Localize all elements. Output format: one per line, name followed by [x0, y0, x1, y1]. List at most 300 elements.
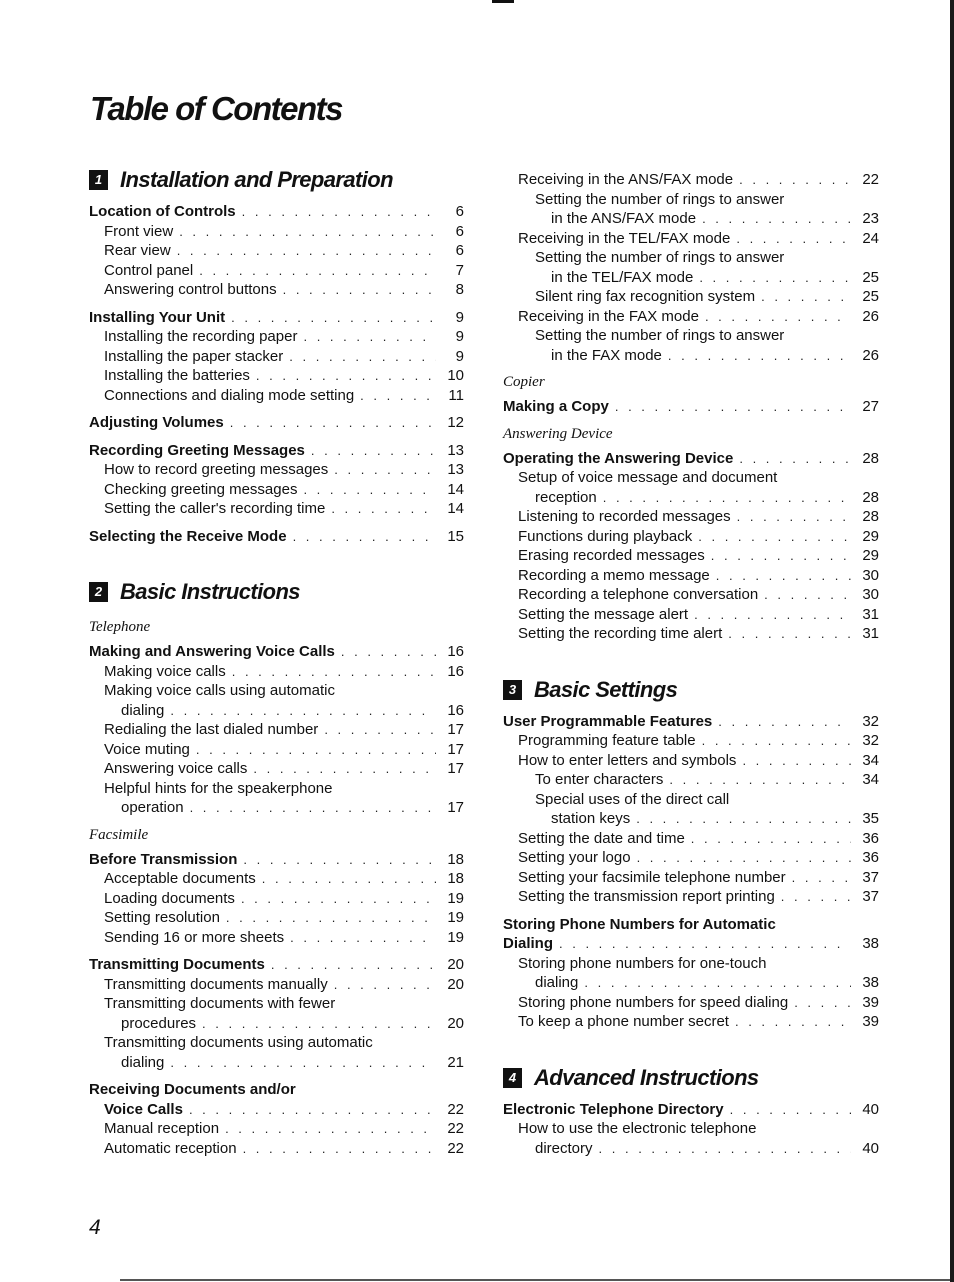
toc-entry[interactable] — [89, 1119, 464, 1139]
dot-leader — [199, 261, 436, 281]
toc-group — [89, 308, 464, 406]
toc-entry[interactable] — [89, 386, 464, 406]
toc-page-number: 26 — [862, 307, 879, 325]
dot-leader — [179, 222, 436, 242]
toc-entry[interactable] — [89, 280, 464, 300]
toc-entry[interactable] — [89, 869, 464, 889]
toc-page-number: 18 — [447, 850, 464, 868]
toc-page-number: 29 — [862, 547, 879, 564]
toc-page-number: 6 — [455, 242, 464, 259]
toc-entry-title: Making voice calls — [104, 662, 226, 680]
toc-group — [89, 850, 464, 948]
toc-entry-title: Manual reception — [104, 1120, 220, 1137]
toc-page-number: 38 — [862, 974, 879, 991]
dot-leader — [289, 347, 436, 367]
toc-entry-title: Transmitting documents manually — [104, 975, 328, 993]
dot-leader — [271, 955, 436, 975]
dot-leader — [243, 850, 436, 870]
toc-group — [89, 202, 464, 300]
toc-entry[interactable] — [89, 413, 464, 433]
toc-entry-title: directory — [535, 1139, 593, 1157]
toc-entry[interactable] — [503, 712, 879, 732]
dot-leader — [196, 740, 436, 760]
toc-entry-title: Receiving Documents and/or — [89, 1081, 296, 1098]
toc-page-number: 24 — [862, 229, 879, 247]
section-title: Installation and Preparation — [120, 167, 393, 192]
dot-leader — [256, 366, 436, 386]
section-number-badge: 3 — [503, 680, 522, 700]
toc-entry[interactable] — [503, 468, 879, 488]
toc-page-number: 20 — [447, 956, 464, 973]
toc-entry[interactable] — [89, 499, 464, 519]
toc-entry[interactable] — [89, 527, 464, 547]
dot-leader — [190, 798, 436, 818]
toc-entry[interactable] — [503, 848, 879, 868]
toc-entry[interactable] — [503, 397, 879, 417]
toc-entry[interactable] — [503, 307, 879, 327]
toc-entry[interactable] — [89, 701, 464, 721]
toc-entry[interactable] — [503, 1012, 879, 1032]
toc-entry[interactable] — [503, 868, 879, 888]
toc-entry-title: Voice Calls — [104, 1100, 183, 1118]
dot-leader — [615, 397, 851, 417]
dot-leader — [170, 701, 436, 721]
toc-entry[interactable] — [89, 261, 464, 281]
toc-page-number: 23 — [862, 210, 879, 227]
toc-entry[interactable] — [503, 248, 879, 268]
toc-entry-title: procedures — [121, 1014, 197, 1032]
toc-entry-title: Answering control buttons — [104, 281, 277, 298]
dot-leader — [794, 993, 851, 1013]
toc-entry[interactable] — [503, 993, 879, 1013]
dot-leader — [691, 829, 851, 849]
toc-entry-title: Answering voice calls — [104, 760, 248, 777]
toc-entry-title: dialing — [535, 974, 579, 991]
toc-page-number: 14 — [447, 480, 464, 498]
toc-entry[interactable] — [503, 1100, 879, 1120]
toc-entry[interactable] — [89, 928, 464, 948]
toc-entry[interactable] — [503, 287, 879, 307]
toc-entry[interactable] — [89, 850, 464, 870]
toc-page-number: 40 — [862, 1139, 879, 1157]
toc-entry-title: Recording a memo message — [518, 566, 710, 584]
toc-entry[interactable] — [503, 449, 879, 469]
toc-entry-title: Rear view — [104, 242, 171, 259]
dot-leader — [742, 751, 851, 771]
toc-page-number: 10 — [447, 367, 464, 384]
dot-leader — [170, 1053, 436, 1073]
toc-group — [503, 449, 879, 644]
toc-entry[interactable] — [89, 994, 464, 1014]
category-label: Telephone — [89, 619, 151, 635]
toc-page-number: 25 — [862, 288, 879, 305]
toc-entry[interactable] — [503, 934, 879, 954]
dot-leader — [702, 209, 851, 229]
toc-entry-title: Setting the caller's recording time — [104, 500, 326, 517]
dot-leader — [331, 499, 436, 519]
toc-entry-title: Setting your facsimile telephone number — [518, 868, 786, 886]
dot-leader — [253, 759, 436, 779]
toc-entry-title: User Programmable Features — [503, 712, 713, 730]
toc-group — [503, 1100, 879, 1159]
toc-entry[interactable] — [89, 1033, 464, 1053]
toc-entry[interactable] — [503, 488, 879, 508]
toc-page-number: 27 — [862, 398, 879, 415]
toc-entry-title: Special uses of the direct call — [535, 790, 730, 808]
toc-entry-title: in the ANS/FAX mode — [551, 210, 697, 227]
toc-entry[interactable] — [503, 790, 879, 810]
toc-entry-title: Installing the recording paper — [104, 328, 298, 345]
toc-entry[interactable] — [503, 209, 879, 229]
section-title: Basic Settings — [534, 676, 678, 702]
toc-page-number: 6 — [455, 203, 464, 220]
toc-entry-title: How to use the electronic telephone — [518, 1120, 757, 1137]
toc-entry-title: Electronic Telephone Directory — [503, 1100, 724, 1118]
toc-group — [89, 1080, 464, 1158]
toc-page-number: 9 — [455, 308, 464, 326]
toc-page-number: 16 — [447, 701, 464, 719]
toc-entry[interactable] — [89, 202, 464, 222]
toc-entry[interactable] — [503, 954, 879, 974]
toc-entry-title: Setting the date and time — [518, 829, 685, 847]
toc-entry-title: Setting resolution — [104, 909, 220, 926]
toc-page-number: 28 — [862, 449, 879, 467]
toc-entry-title: How to enter letters and symbols — [518, 751, 737, 769]
toc-entry[interactable] — [89, 662, 464, 682]
toc-entry[interactable] — [503, 605, 879, 625]
toc-entry[interactable] — [89, 460, 464, 480]
dot-leader — [559, 934, 851, 954]
dot-leader — [177, 241, 436, 261]
category-label: Facsimile — [89, 826, 149, 843]
toc-entry[interactable] — [503, 507, 879, 527]
toc-page-number: 22 — [447, 1120, 464, 1137]
toc-entry-title: Transmitting Documents — [89, 956, 265, 973]
bottom-rule — [120, 1279, 950, 1281]
toc-entry-title: Recording Greeting Messages — [89, 441, 305, 459]
toc-entry[interactable] — [503, 887, 879, 907]
toc-entry[interactable] — [503, 915, 879, 935]
toc-page-number: 35 — [862, 810, 879, 827]
dot-leader — [230, 413, 436, 433]
section-number-badge: 4 — [503, 1068, 522, 1088]
dot-leader — [716, 566, 851, 586]
toc-page-number: 19 — [447, 909, 464, 926]
toc-page-number: 8 — [455, 281, 464, 298]
dot-leader — [584, 973, 851, 993]
section-heading — [89, 162, 464, 198]
toc-entry[interactable] — [89, 681, 464, 701]
toc-entry[interactable] — [89, 740, 464, 760]
toc-entry-title: Setting the number of rings to answer — [535, 249, 785, 266]
dot-leader — [202, 1014, 436, 1034]
dot-leader — [599, 1139, 851, 1159]
toc-entry[interactable] — [503, 268, 879, 288]
toc-page-number: 28 — [862, 488, 879, 506]
toc-entry[interactable] — [503, 1139, 879, 1159]
toc-entry-title: Setting the recording time alert — [518, 625, 723, 642]
toc-page-number: 38 — [862, 935, 879, 952]
toc-page-number: 34 — [862, 771, 879, 788]
toc-entry-title: Making and Answering Voice Calls — [89, 643, 335, 660]
toc-entry[interactable] — [503, 585, 879, 605]
toc-entry[interactable] — [503, 770, 879, 790]
toc-entry[interactable] — [89, 1100, 464, 1120]
toc-page-number: 37 — [862, 868, 879, 886]
toc-entry-title: dialing — [121, 701, 165, 719]
toc-entry-title: Receiving in the ANS/FAX mode — [518, 171, 734, 188]
toc-entry-title: Selecting the Receive Mode — [89, 527, 287, 545]
toc-entry-title: in the TEL/FAX mode — [551, 268, 694, 286]
dot-leader — [290, 928, 436, 948]
toc-entry-title: To enter characters — [535, 771, 664, 788]
section-heading — [89, 574, 464, 610]
dot-leader — [736, 229, 851, 249]
toc-entry[interactable] — [89, 720, 464, 740]
toc-right-column — [503, 170, 879, 1158]
dot-leader — [603, 488, 851, 508]
toc-page-number: 32 — [862, 712, 879, 730]
toc-group — [503, 712, 879, 907]
toc-entry[interactable] — [89, 327, 464, 347]
toc-entry-title: Location of Controls — [89, 203, 236, 220]
toc-entry-title: Connections and dialing mode setting — [104, 386, 355, 404]
toc-entry-title: station keys — [551, 810, 631, 827]
toc-group — [89, 955, 464, 1072]
dot-leader — [737, 507, 851, 527]
dot-leader — [341, 642, 436, 662]
toc-entry[interactable] — [89, 642, 464, 662]
toc-entry-title: Storing phone numbers for one-touch — [518, 954, 767, 972]
toc-page-number: 34 — [862, 751, 879, 769]
toc-entry[interactable] — [89, 908, 464, 928]
dot-leader — [668, 346, 851, 366]
toc-group — [89, 527, 464, 547]
toc-page-number: 25 — [862, 268, 879, 286]
toc-group — [89, 413, 464, 433]
toc-entry[interactable] — [89, 955, 464, 975]
toc-entry[interactable] — [89, 366, 464, 386]
toc-entry[interactable] — [89, 759, 464, 779]
toc-entry-title: Receiving in the FAX mode — [518, 307, 699, 325]
dot-leader — [669, 770, 851, 790]
toc-entry[interactable] — [89, 1139, 464, 1159]
dot-leader — [702, 731, 851, 751]
toc-page-number: 7 — [455, 261, 464, 279]
dot-leader — [242, 202, 436, 222]
dot-leader — [739, 449, 851, 469]
dot-leader — [324, 720, 436, 740]
category-label: Answering Device — [503, 425, 613, 442]
toc-entry-title: Installing the paper stacker — [104, 347, 284, 365]
toc-entry[interactable] — [503, 731, 879, 751]
toc-entry-title: Storing Phone Numbers for Automatic — [503, 915, 776, 933]
toc-page-number: 17 — [447, 760, 464, 777]
toc-page-number: 36 — [862, 849, 879, 866]
toc-page-number: 22 — [862, 171, 879, 188]
page-edge-shadow — [950, 0, 954, 1282]
toc-page-number: 36 — [862, 829, 879, 847]
toc-page-number: 6 — [455, 222, 464, 240]
dot-leader — [334, 460, 436, 480]
toc-group — [503, 397, 879, 417]
toc-entry-title: Programming feature table — [518, 732, 696, 749]
toc-entry[interactable] — [503, 229, 879, 249]
toc-entry-title: Silent ring fax recognition system — [535, 288, 756, 305]
toc-entry-title: Erasing recorded messages — [518, 547, 705, 564]
toc-entry-title: Setting the number of rings to answer — [535, 327, 785, 344]
toc-entry-title: Listening to recorded messages — [518, 508, 731, 525]
dot-leader — [718, 712, 851, 732]
toc-entry-title: To keep a phone number secret — [518, 1013, 729, 1030]
toc-entry-title: Checking greeting messages — [104, 480, 298, 498]
toc-entry-title: Front view — [104, 222, 174, 240]
toc-entry-title: Helpful hints for the speakerphone — [104, 779, 333, 797]
dot-leader — [761, 287, 851, 307]
toc-page-number: 37 — [862, 888, 879, 905]
toc-page-number: 22 — [447, 1100, 464, 1118]
toc-left-column — [89, 162, 464, 1158]
toc-page-number: 20 — [447, 975, 464, 993]
toc-entry-title: Making a Copy — [503, 398, 609, 415]
page-title: Table of Contents — [90, 90, 342, 127]
toc-entry-title: Sending 16 or more sheets — [104, 928, 285, 946]
toc-page-number: 14 — [447, 500, 464, 517]
toc-entry-title: Loading documents — [104, 889, 235, 907]
section-number-badge: 2 — [89, 582, 108, 602]
toc-page-number: 40 — [862, 1100, 879, 1118]
dot-leader — [311, 441, 436, 461]
toc-page-number: 30 — [862, 586, 879, 603]
toc-entry[interactable] — [503, 546, 879, 566]
toc-page-number: 18 — [447, 870, 464, 887]
toc-entry[interactable] — [89, 1053, 464, 1073]
toc-entry[interactable] — [503, 809, 879, 829]
toc-entry[interactable] — [89, 308, 464, 328]
toc-entry[interactable] — [503, 624, 879, 644]
toc-page-number: 30 — [862, 566, 879, 584]
dot-leader — [637, 848, 851, 868]
dot-leader — [231, 308, 436, 328]
toc-entry[interactable] — [503, 190, 879, 210]
toc-page-number: 13 — [447, 441, 464, 459]
toc-entry-title: Functions during playback — [518, 527, 693, 545]
toc-page-number: 16 — [447, 662, 464, 680]
toc-entry[interactable] — [503, 346, 879, 366]
dot-leader — [699, 268, 851, 288]
dot-leader — [303, 480, 436, 500]
dot-leader — [711, 546, 851, 566]
toc-entry[interactable] — [89, 779, 464, 799]
toc-page-number: 21 — [447, 1053, 464, 1071]
toc-entry[interactable] — [503, 1119, 879, 1139]
toc-entry[interactable] — [89, 222, 464, 242]
toc-entry[interactable] — [503, 170, 879, 190]
dot-leader — [226, 908, 436, 928]
toc-entry-title: Receiving in the TEL/FAX mode — [518, 229, 731, 247]
toc-entry[interactable] — [503, 829, 879, 849]
toc-entry[interactable] — [503, 751, 879, 771]
toc-entry[interactable] — [89, 480, 464, 500]
toc-entry[interactable] — [503, 566, 879, 586]
toc-page-number: 17 — [447, 740, 464, 758]
dot-leader — [303, 327, 436, 347]
toc-entry-title: Setup of voice message and document — [518, 469, 778, 486]
toc-entry-title: Making voice calls using automatic — [104, 682, 335, 699]
toc-entry[interactable] — [89, 1080, 464, 1100]
toc-entry-title: Dialing — [503, 935, 554, 952]
toc-entry[interactable] — [89, 889, 464, 909]
toc-entry-title: Adjusting Volumes — [89, 414, 224, 431]
dot-leader — [241, 889, 436, 909]
toc-entry[interactable] — [89, 347, 464, 367]
toc-page-number: 32 — [862, 732, 879, 749]
toc-group — [503, 170, 879, 365]
toc-entry-title: Setting the transmission report printing — [518, 888, 775, 905]
toc-entry-title: Recording a telephone conversation — [518, 586, 759, 603]
toc-page-number: 20 — [447, 1014, 464, 1032]
toc-entry-title: operation — [121, 799, 184, 816]
toc-entry[interactable] — [89, 1014, 464, 1034]
toc-page-number: 28 — [862, 508, 879, 525]
dot-leader — [698, 527, 851, 547]
toc-page-number: 12 — [447, 414, 464, 431]
toc-entry[interactable] — [503, 973, 879, 993]
toc-entry[interactable] — [89, 798, 464, 818]
dot-leader — [636, 809, 851, 829]
toc-entry[interactable] — [89, 441, 464, 461]
toc-group — [503, 915, 879, 1032]
toc-entry[interactable] — [503, 527, 879, 547]
toc-page-number: 11 — [448, 386, 464, 404]
dot-leader — [225, 1119, 436, 1139]
page-number: 4 — [89, 1216, 101, 1239]
top-edge-mark — [492, 0, 514, 3]
toc-entry[interactable] — [89, 241, 464, 261]
dot-leader — [360, 386, 436, 406]
toc-entry[interactable] — [503, 326, 879, 346]
dot-leader — [694, 605, 851, 625]
toc-entry-title: Voice muting — [104, 740, 190, 758]
dot-leader — [781, 887, 851, 907]
toc-page-number: 16 — [447, 643, 464, 660]
toc-page-number: 9 — [455, 347, 464, 365]
dot-leader — [243, 1139, 436, 1159]
category-label: Copier — [503, 374, 545, 390]
toc-entry-title: Control panel — [104, 261, 194, 279]
section-title: Advanced Instructions — [534, 1064, 759, 1090]
toc-group — [89, 441, 464, 519]
toc-entry[interactable] — [89, 975, 464, 995]
toc-entry-title: Installing Your Unit — [89, 308, 226, 326]
section-heading — [503, 672, 879, 708]
toc-page-number: 39 — [862, 993, 879, 1011]
toc-page-number: 19 — [447, 889, 464, 907]
dot-leader — [739, 170, 851, 190]
toc-entry-title: dialing — [121, 1053, 165, 1071]
toc-page-number: 29 — [862, 527, 879, 545]
toc-entry-title: reception — [535, 488, 597, 506]
dot-leader — [705, 307, 851, 327]
toc-page-number: 26 — [862, 346, 879, 364]
dot-leader — [334, 975, 436, 995]
toc-entry-title: Setting your logo — [518, 849, 631, 866]
dot-leader — [735, 1012, 851, 1032]
toc-page-number: 15 — [447, 527, 464, 545]
toc-page-number: 17 — [447, 799, 464, 816]
toc-group — [89, 642, 464, 818]
toc-entry-title: Storing phone numbers for speed dialing — [518, 993, 789, 1011]
